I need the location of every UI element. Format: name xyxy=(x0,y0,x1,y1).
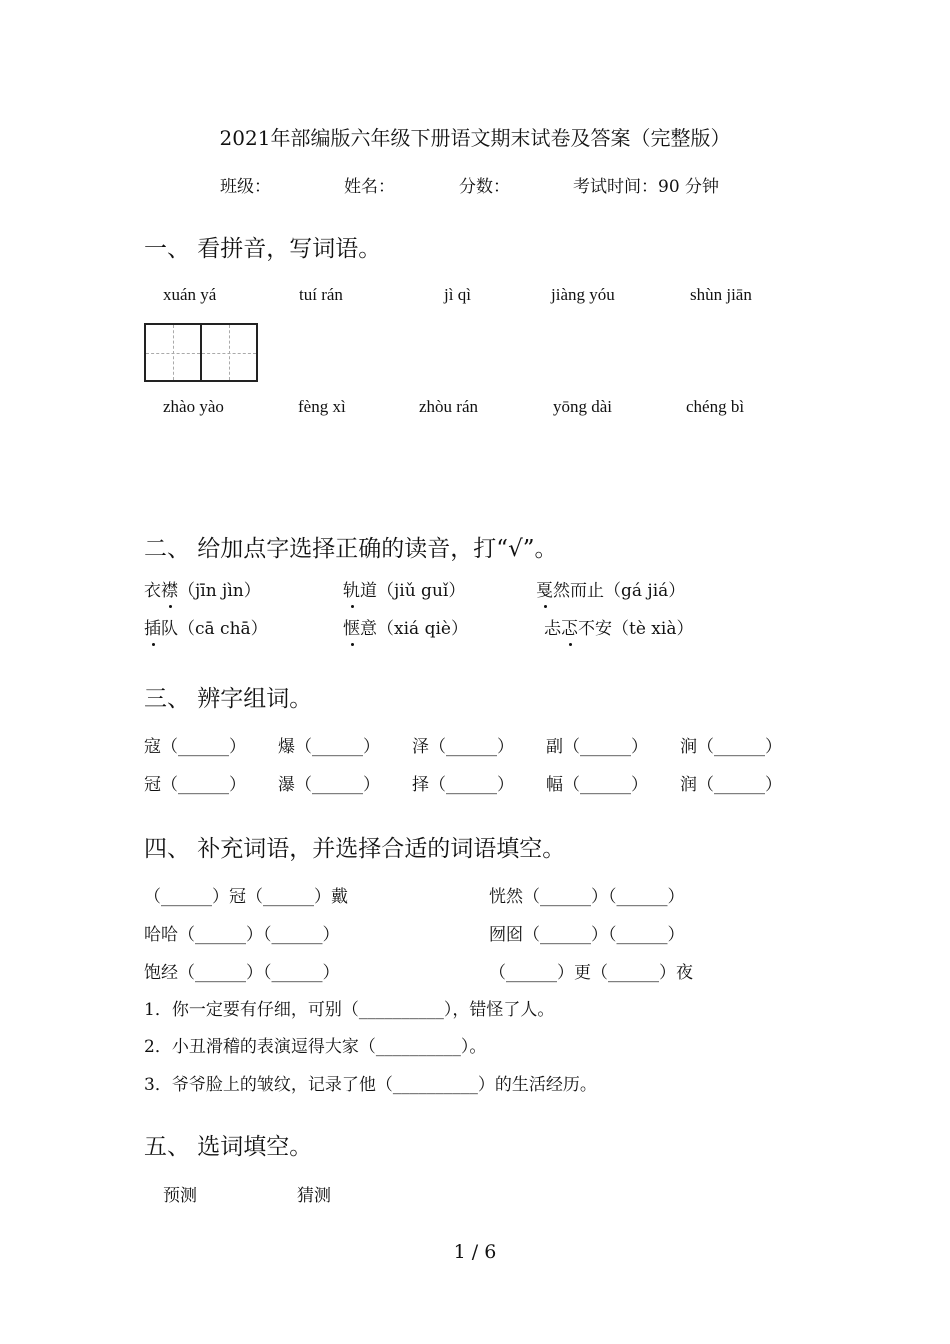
word-blank[interactable]: 冠（______） xyxy=(144,775,246,795)
fill-sentence[interactable]: 1．你一定要有仔细，可别（__________），错怪了人。 xyxy=(144,1000,555,1020)
word-blank[interactable]: 择（______） xyxy=(412,775,514,795)
reading-item: 插队（cā chā） xyxy=(144,619,268,639)
section-5-heading: 五、 选词填空。 xyxy=(144,1134,313,1160)
pinyin-item: zhòu rán xyxy=(419,397,479,416)
name-label: 姓名： xyxy=(344,177,395,197)
fill-sentence[interactable]: 2．小丑滑稽的表演逗得大家（__________）。 xyxy=(144,1037,487,1057)
pinyin-item: jiàng yóu xyxy=(551,285,615,304)
reading-item: 戛然而止（gá jiá） xyxy=(536,581,686,601)
page-number: 1 / 6 xyxy=(453,1241,497,1263)
class-label: 班级： xyxy=(220,177,271,197)
word-blank[interactable]: 副（______） xyxy=(546,737,648,757)
section-1-heading: 一、 看拼音，写词语。 xyxy=(144,236,382,262)
score-label: 分数： xyxy=(459,177,510,197)
word-blank[interactable]: 涧（______） xyxy=(680,737,782,757)
writing-cell[interactable] xyxy=(202,325,256,380)
pinyin-item: fèng xì xyxy=(298,397,346,416)
pinyin-item: zhào yào xyxy=(163,397,224,416)
writing-grid[interactable] xyxy=(144,323,258,382)
time-label: 考试时间：90 分钟 xyxy=(573,177,720,197)
word-blank[interactable]: 泽（______） xyxy=(412,737,514,757)
idiom-blank[interactable]: 哈哈（______）（______） xyxy=(144,925,340,945)
word-option: 预测 xyxy=(163,1186,197,1206)
pinyin-item: tuí rán xyxy=(299,285,343,304)
word-blank[interactable]: 瀑（______） xyxy=(278,775,380,795)
idiom-blank[interactable]: 饱经（______）（______） xyxy=(144,963,340,983)
section-3-heading: 三、 辨字组词。 xyxy=(144,686,313,712)
reading-item: 忐忑不安（tè xià） xyxy=(544,619,694,639)
section-2-heading: 二、 给加点字选择正确的读音，打“√”。 xyxy=(144,536,558,562)
section-4-heading: 四、 补充词语，并选择合适的词语填空。 xyxy=(144,836,566,862)
idiom-blank[interactable]: 囫囵（______）（______） xyxy=(489,925,685,945)
idiom-blank[interactable]: 恍然（______）（______） xyxy=(489,887,685,907)
pinyin-item: jì qì xyxy=(444,285,471,304)
pinyin-item: shùn jiān xyxy=(690,285,752,304)
word-blank[interactable]: 爆（______） xyxy=(278,737,380,757)
reading-item: 衣襟（jīn jìn） xyxy=(144,581,261,601)
idiom-blank[interactable]: （______）更（______）夜 xyxy=(489,963,693,983)
writing-cell[interactable] xyxy=(146,325,202,380)
page-title: 2021年部编版六年级下册语文期末试卷及答案（完整版） xyxy=(219,126,731,150)
fill-sentence[interactable]: 3．爷爷脸上的皱纹，记录了他（__________）的生活经历。 xyxy=(144,1075,597,1095)
pinyin-item: chéng bì xyxy=(686,397,745,416)
reading-item: 惬意（xiá qiè） xyxy=(343,619,468,639)
word-blank[interactable]: 寇（______） xyxy=(144,737,246,757)
pinyin-item: xuán yá xyxy=(163,285,217,304)
pinyin-item: yōng dài xyxy=(553,397,613,416)
idiom-blank[interactable]: （______）冠（______）戴 xyxy=(144,887,348,907)
word-blank[interactable]: 幅（______） xyxy=(546,775,648,795)
word-option: 猜测 xyxy=(297,1186,331,1206)
reading-item: 轨道（jiǔ guǐ） xyxy=(343,581,466,601)
word-blank[interactable]: 润（______） xyxy=(680,775,782,795)
